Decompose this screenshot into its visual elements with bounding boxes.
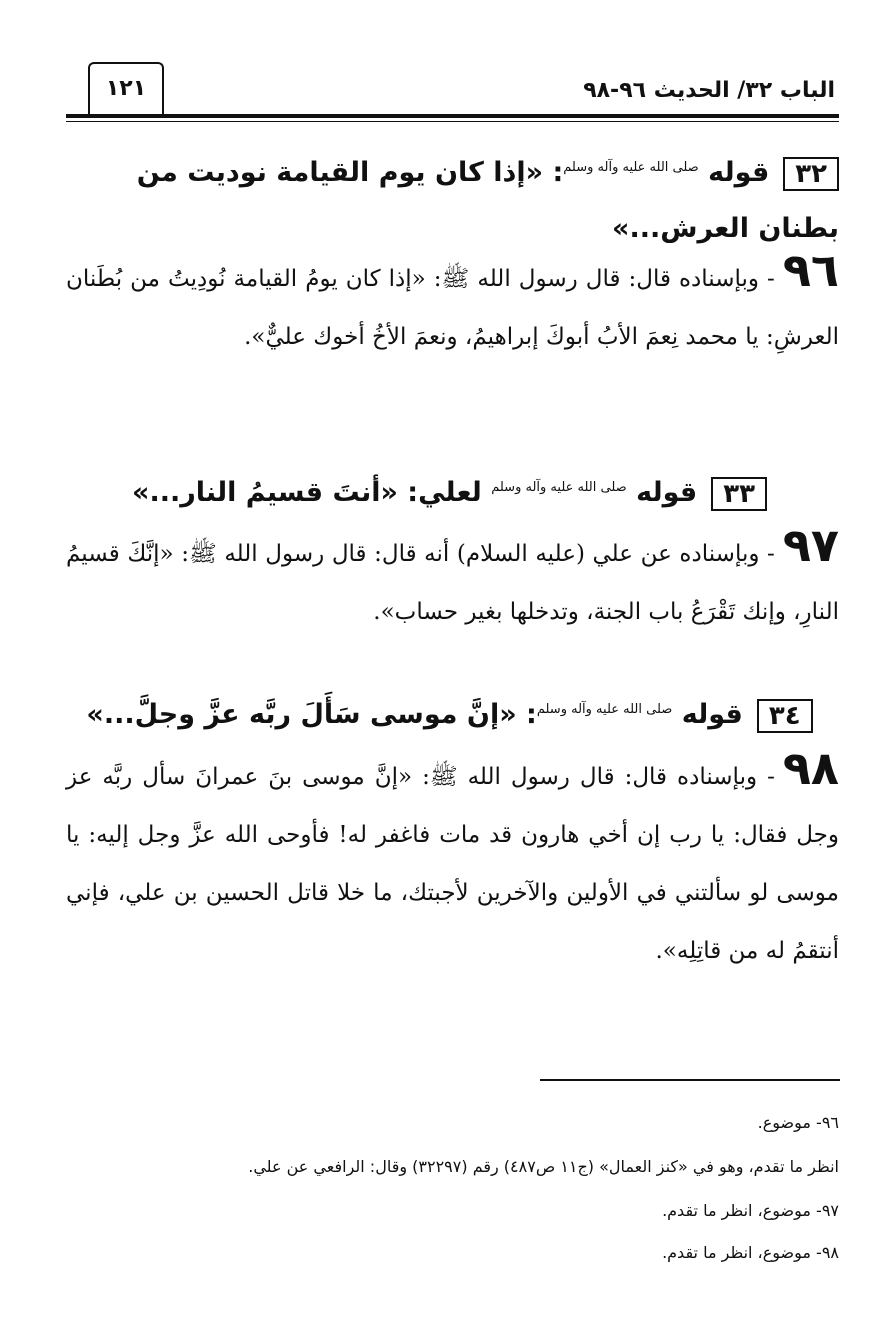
hadith-text: - وبإسناده عن علي (عليه السلام) أنه قال: قال رسول الله ﷺ: «إنَّكَ قسيمُ النارِ، وإنك تَقْرَعُ باب الجنة، وتدخلها بغير حساب».	[66, 541, 839, 625]
honorific: صلى الله عليه وآله وسلم	[491, 480, 627, 495]
hadith-number: ٩٨	[782, 741, 839, 795]
hadith-98	[66, 741, 839, 980]
hadith-text: - وبإسناده قال: قال رسول الله ﷺ: «إنَّ موسى بنَ عمرانَ سأل ربَّه عز وجل فقال: يا رب إن أخي هارون قد مات فاغفر له! فأوحى الله عزَّ وجل إليه: يا موسى لو سألتني في الأولين والآخرين لأجبتك، ما خلا قاتل الحسين بن علي، فإني أنتقمُ له من قاتِلِه».	[66, 764, 839, 964]
hadith-number: ٩٧	[782, 518, 839, 572]
section-number-box: ٣٢	[783, 157, 839, 191]
hadith-text: - وبإسناده قال: قال رسول الله ﷺ: «إذا كان يومُ القيامة نُودِيتُ من بُطَنان العرشِ: يا محمد نِعمَ الأبُ أبوكَ إبراهيمُ، ونعمَ الأخُ أخوك عليٌّ».	[66, 266, 839, 350]
hadith-96	[66, 243, 839, 366]
footnote-98: ٩٨- موضوع، انظر ما تقدم.	[662, 1243, 839, 1262]
footnote-rule	[540, 1079, 840, 1081]
section-title-start: قوله	[636, 477, 698, 508]
header-rule-thin	[66, 121, 839, 122]
section-title: : «إنَّ موسى سَأَلَ ربَّه عزَّ وجلَّ...»	[86, 699, 537, 730]
footnote-97: ٩٧- موضوع، انظر ما تقدم.	[662, 1201, 839, 1220]
honorific: صلى الله عليه وآله وسلم	[563, 160, 699, 175]
section-number-box: ٣٣	[711, 477, 767, 511]
footnote-96: ٩٦- موضوع.	[757, 1113, 839, 1132]
header-rule	[66, 114, 839, 118]
section-title: لعلي: «أنتَ قسيمُ النار...»	[132, 477, 492, 508]
section-number-box: ٣٤	[757, 699, 813, 733]
section-title-start: قوله	[681, 699, 743, 730]
section-title-start: قوله	[708, 157, 770, 188]
section-title: : «إذا كان يوم القيامة نوديت من بطنان العرش...»	[136, 157, 839, 244]
page-number: ١٢١	[88, 62, 164, 116]
hadith-97	[66, 518, 839, 641]
running-head: الباب ٣٢/ الحديث ٩٦-٩٨	[583, 78, 835, 103]
section-heading-34	[60, 682, 839, 743]
section-heading-32	[60, 140, 839, 257]
honorific: صلى الله عليه وآله وسلم	[536, 702, 673, 717]
section-heading-33	[60, 460, 839, 521]
hadith-number: ٩٦	[782, 243, 839, 297]
footnote-96-note: انظر ما تقدم، وهو في «كنز العمال» (ج١١ ص٤٨٧) رقم (٣٢٢٩٧) وقال: الرافعي عن علي.	[248, 1157, 839, 1176]
